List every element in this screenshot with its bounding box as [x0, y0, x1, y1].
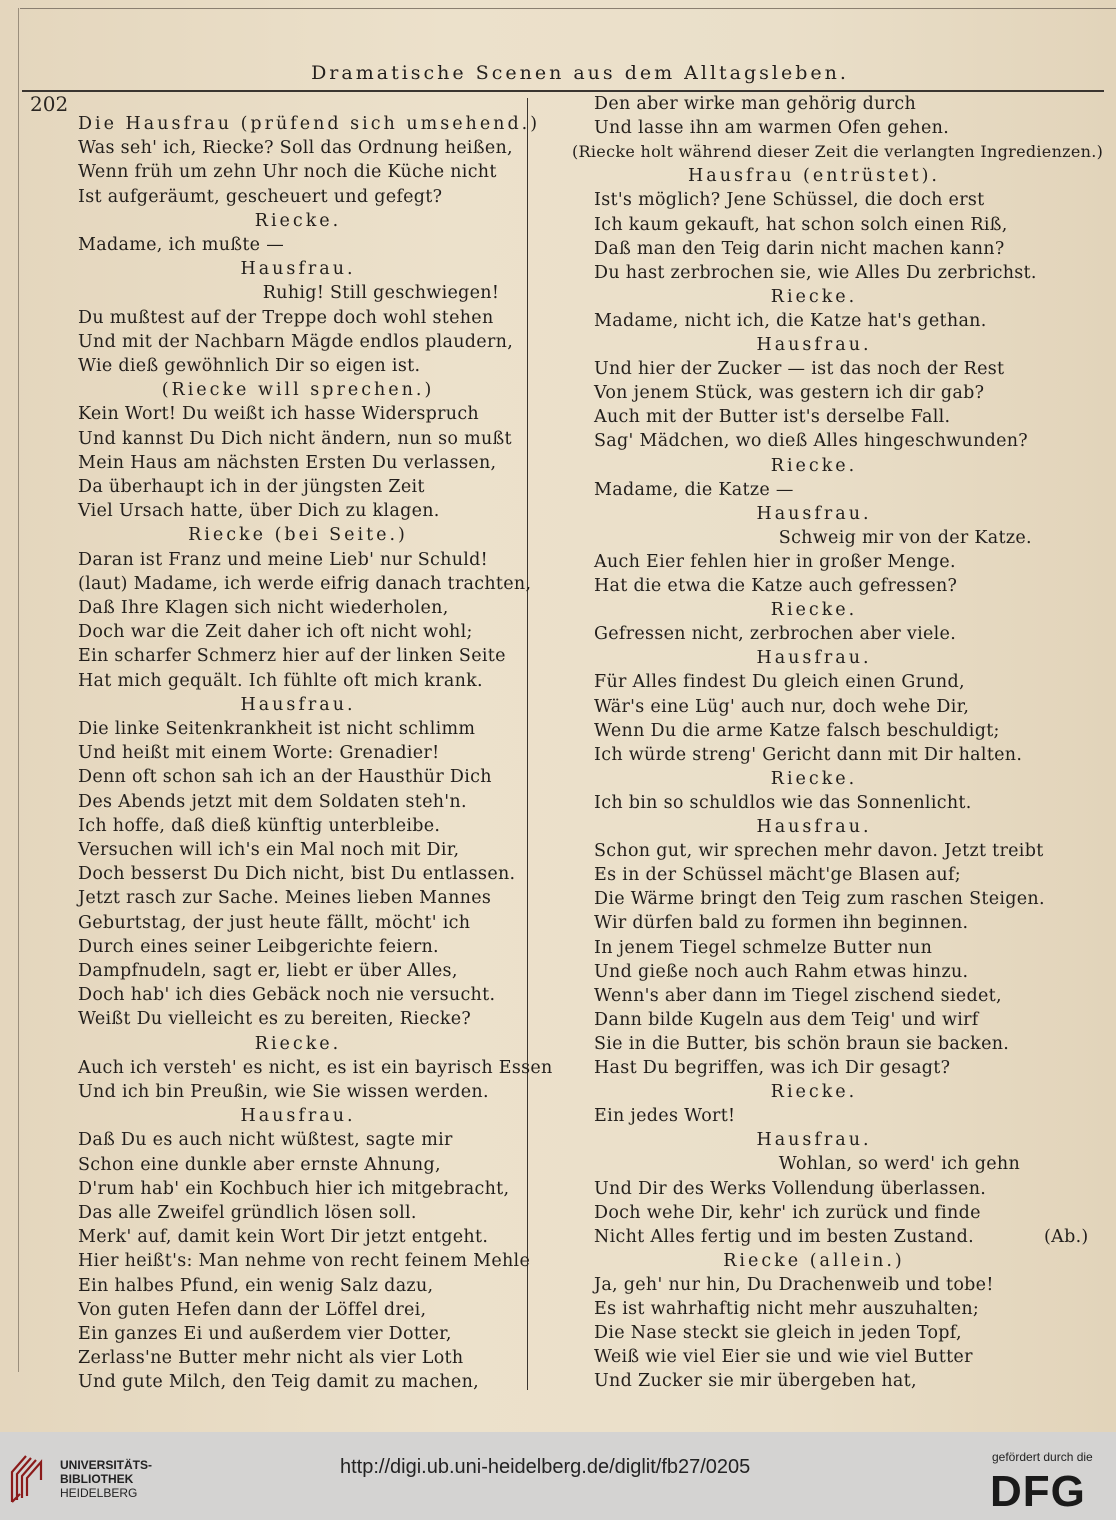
verse-line — [78, 1058, 553, 1078]
line-text: Für Alles findest Du gleich einen Grund, — [594, 672, 965, 693]
speaker-label — [78, 1034, 518, 1054]
line-text: Wenn Du die arme Katze falsch beschuldigt; — [594, 720, 1000, 741]
speaker-label — [78, 114, 541, 134]
line-text: In jenem Tiegel schmelze Butter nun — [594, 937, 933, 958]
verse-line — [594, 431, 1028, 451]
line-text: Riecke. — [254, 210, 342, 231]
verse-line — [78, 187, 442, 207]
verse-line — [78, 1179, 509, 1199]
line-text: Daß man den Teig darin nicht machen kann? — [594, 238, 1005, 259]
verse-line — [594, 1010, 979, 1030]
speaker-label — [594, 1082, 1034, 1102]
speaker-label — [594, 456, 1034, 476]
line-text: Ein ganzes Ei und außerdem vier Dotter, — [78, 1324, 452, 1344]
line-text: Riecke. — [770, 768, 858, 789]
verse-line — [78, 356, 420, 376]
verse-line — [594, 1371, 917, 1391]
running-title: Dramatische Scenen aus dem Alltagsleben. — [311, 62, 849, 84]
line-text: Und hier der Zucker — ist das noch der Rest — [594, 359, 1005, 380]
page-edge-line — [18, 8, 19, 1372]
verse-line — [78, 961, 458, 981]
speaker-label — [594, 769, 1034, 789]
line-text: Hausfrau. — [756, 817, 872, 837]
line-text: Und ich bin Preußin, wie Sie wissen werden. — [78, 1082, 489, 1102]
verse-line — [78, 937, 439, 957]
line-text: Hausfrau. — [240, 1106, 356, 1127]
verse-line — [594, 913, 968, 933]
line-text: Und kannst Du Dich nicht ändern, nun so mußt — [78, 428, 512, 449]
line-text: Riecke. — [770, 1082, 858, 1103]
verse-line — [594, 407, 950, 427]
line-text: Hausfrau. — [756, 503, 872, 524]
verse-line — [78, 501, 440, 521]
verse-line — [594, 239, 1005, 259]
verse-line — [78, 767, 492, 787]
line-text: Hast Du begriffen, was ich Dir gesagt? — [594, 1058, 951, 1078]
line-text: Es ist wahrhaftig nicht mehr auszuhalten; — [594, 1299, 980, 1319]
speaker-label — [594, 504, 1034, 524]
verse-line — [263, 283, 499, 303]
line-text: Den aber wirke man gehörig durch — [594, 94, 917, 114]
verse-line — [594, 1106, 735, 1126]
line-text: D'rum hab' ein Kochbuch hier ich mitgebracht, — [78, 1178, 510, 1199]
verse-line — [594, 190, 984, 210]
verse-line — [594, 311, 987, 331]
verse-line — [594, 938, 932, 958]
line-text: Hier heißt's: Man nehme von recht feinem Mehle — [78, 1251, 531, 1272]
speaker-label — [78, 1106, 518, 1126]
page-edge-line — [20, 8, 1116, 9]
line-text: Gefressen nicht, zerbrochen aber viele. — [594, 624, 957, 645]
verse-line — [78, 1372, 479, 1392]
verse-line — [594, 1347, 973, 1367]
speaker-label — [594, 166, 1034, 186]
line-text: Das alle Zweifel gründlich lösen soll. — [78, 1203, 417, 1223]
line-text: Und gieße noch auch Rahm etwas hinzu. — [594, 961, 969, 982]
line-text: Wohlan, so werd' ich gehn — [778, 1154, 1021, 1175]
speaker-label — [594, 335, 1034, 355]
speaker-label — [594, 1251, 1034, 1271]
verse-line — [78, 1276, 433, 1296]
speaker-label — [594, 287, 1034, 307]
verse-line — [594, 1058, 950, 1078]
verse-line — [78, 792, 467, 812]
line-text: Riecke (bei Seite.) — [188, 525, 408, 546]
line-text: Des Abends jetzt mit dem Soldaten steh'n. — [78, 791, 467, 812]
verse-line — [594, 94, 916, 114]
verse-line — [594, 383, 984, 403]
page-number: 202 — [30, 92, 69, 116]
verse-line — [78, 1203, 417, 1223]
line-text: Versuchen will ich's ein Mal noch mit Dir, — [78, 840, 460, 860]
line-text: Doch wehe Dir, kehr' ich zurück und finde — [594, 1202, 981, 1223]
line-text: Ja, geh' nur hin, Du Drachenweib und tobe! — [594, 1274, 994, 1295]
verse-line — [78, 1300, 426, 1320]
verse-line — [594, 1323, 962, 1343]
line-text: Riecke (allein.) — [723, 1250, 905, 1271]
line-text: Ein scharfer Schmerz hier auf der linken Seite — [78, 646, 506, 667]
verse-line — [78, 671, 483, 691]
speaker-label — [594, 1130, 1034, 1150]
stage-direction — [572, 142, 1103, 161]
verse-line — [78, 985, 495, 1005]
verse-line — [78, 332, 513, 352]
line-text: Und Dir des Werks Vollendung überlassen. — [594, 1178, 987, 1199]
verse-line — [78, 743, 439, 763]
line-text: Riecke. — [770, 286, 858, 307]
verse-line — [78, 1082, 489, 1102]
line-text: Von guten Hefen dann der Löffel drei, — [78, 1299, 427, 1320]
verse-line — [779, 1154, 1020, 1174]
line-text: Die linke Seitenkrankheit ist nicht schlimm — [78, 719, 476, 739]
verse-line — [78, 864, 515, 884]
verse-line — [78, 1155, 441, 1175]
line-text: Madame, nicht ich, die Katze hat's gethan. — [594, 310, 987, 331]
verse-line — [78, 308, 494, 328]
verse-line — [594, 480, 794, 500]
verse-line — [594, 1034, 1009, 1054]
line-text: Und heißt mit einem Worte: Grenadier! — [78, 743, 440, 764]
line-text: Madame, die Katze — — [594, 479, 794, 500]
verse-line — [78, 598, 449, 618]
verse-line — [594, 1179, 986, 1199]
line-text: Wie dieß gewöhnlich Dir so eigen ist. — [78, 356, 421, 376]
verse-line — [594, 745, 1022, 765]
line-text: Nicht Alles fertig und im besten Zustand. — [594, 1226, 974, 1247]
line-text: Wär's eine Lüg' auch nur, doch wehe Dir, — [594, 696, 970, 717]
line-text: Du hast zerbrochen sie, wie Alles Du zerbrichst. — [594, 262, 1037, 283]
verse-line — [78, 477, 425, 497]
verse-line — [78, 1130, 453, 1150]
verse-line — [78, 840, 459, 860]
line-text: Sie in die Butter, bis schön braun sie backen. — [594, 1033, 1010, 1054]
verse-line — [594, 215, 1008, 235]
verse-line — [78, 574, 531, 594]
verse-line — [78, 719, 475, 739]
line-text: Daran ist Franz und meine Lieb' nur Schuld! — [78, 549, 488, 570]
verse-line — [78, 622, 473, 642]
line-text: Sag' Mädchen, wo dieß Alles hingeschwunden? — [594, 431, 1028, 452]
stage-exit: (Ab.) — [1044, 1226, 1089, 1247]
line-text: Auch Eier fehlen hier in großer Menge. — [594, 551, 956, 572]
line-text: Schon eine dunkle aber ernste Ahnung, — [78, 1154, 441, 1175]
verse-line — [78, 453, 496, 473]
line-text: Doch war die Zeit daher ich oft nicht wohl; — [78, 622, 473, 643]
line-text: Hausfrau. — [756, 1130, 872, 1151]
line-text: Auch mit der Butter ist's derselbe Fall. — [594, 407, 951, 428]
line-text: Doch besserst Du Dich nicht, bist Du entlassen. — [78, 864, 516, 885]
line-text: Daß Ihre Klagen sich nicht wiederholen, — [78, 598, 449, 618]
line-text: Merk' auf, damit kein Wort Dir jetzt entgeht. — [78, 1227, 489, 1248]
verse-line — [78, 235, 284, 255]
line-text: Geburtstag, der just heute fällt, möcht' ich — [78, 912, 471, 933]
library-name-line: HEIDELBERG — [60, 1486, 138, 1500]
line-text: Und mit der Nachbarn Mägde endlos plaudern, — [78, 331, 514, 352]
line-text: Die Nase steckt sie gleich in jeden Topf, — [594, 1323, 962, 1344]
speaker-label — [78, 211, 518, 231]
line-text: Riecke. — [254, 1033, 342, 1054]
line-text: Und gute Milch, den Teig damit zu machen, — [78, 1372, 480, 1393]
line-text: Ein jedes Wort! — [594, 1106, 736, 1127]
line-text: Ich bin so schuldlos wie das Sonnenlicht. — [594, 792, 972, 813]
line-text: (Riecke will sprechen.) — [161, 380, 435, 401]
line-text: Denn oft schon sah ich an der Hausthür Dich — [78, 767, 492, 788]
verse-line — [594, 889, 1045, 909]
line-text: Mein Haus am nächsten Ersten Du verlassen, — [78, 452, 497, 473]
header-rule — [22, 90, 1104, 92]
line-text: Hausfrau. — [756, 335, 872, 355]
verse-line — [779, 528, 1032, 548]
line-text: Durch eines seiner Leibgerichte feiern. — [78, 936, 439, 957]
verse-line — [78, 1251, 530, 1271]
speaker-label — [594, 648, 1034, 668]
speaker-label — [78, 695, 518, 715]
line-text: Zerlass'ne Butter mehr nicht als vier Loth — [78, 1348, 464, 1369]
verse-line — [594, 841, 1044, 861]
verse-line — [78, 1009, 471, 1029]
line-text: Doch hab' ich dies Gebäck noch nie versucht. — [78, 985, 496, 1006]
line-text: Du mußtest auf der Treppe doch wohl stehen — [78, 307, 494, 328]
line-text: Wenn früh um zehn Uhr noch die Küche nicht — [78, 162, 497, 183]
line-text: Die Hausfrau (prüfend sich umsehend.) — [78, 114, 541, 134]
line-text: Hat die etwa die Katze auch gefressen? — [594, 576, 958, 596]
line-text: Weißt Du vielleicht es zu bereiten, Riecke? — [78, 1009, 472, 1030]
verse-line — [594, 962, 968, 982]
dfg-logo[interactable]: DFG — [990, 1467, 1086, 1516]
funding-caption: gefördert durch die — [992, 1450, 1093, 1464]
line-text: Hausfrau. — [756, 648, 872, 669]
line-text: Ich hoffe, daß dieß künftig unterbleibe. — [78, 815, 441, 836]
line-text: Ein halbes Pfund, ein wenig Salz dazu, — [78, 1275, 434, 1296]
viewer-footer — [0, 1432, 1116, 1520]
line-text: Es in der Schüssel mächt'ge Blasen auf; — [594, 865, 961, 886]
line-text: Die Wärme bringt den Teig zum raschen Steigen. — [594, 889, 1045, 910]
line-text: Daß Du es auch nicht wüßtest, sagte mir — [78, 1130, 453, 1151]
library-name-line: BIBLIOTHEK — [60, 1472, 134, 1486]
verse-line — [594, 986, 1002, 1006]
line-text: Ich würde streng' Gericht dann mit Dir halten. — [594, 744, 1023, 765]
line-text: Ist's möglich? Jene Schüssel, die doch erst — [594, 190, 985, 211]
line-text: Riecke. — [770, 455, 858, 476]
university-library-logo[interactable] — [8, 1450, 48, 1506]
verse-line — [594, 576, 957, 596]
verse-line — [78, 1227, 488, 1247]
verse-line — [594, 793, 972, 813]
verse-line — [78, 138, 513, 158]
line-text: Kein Wort! Du weißt ich hasse Widerspruch — [78, 404, 480, 425]
column-divider — [527, 98, 528, 1390]
line-text: Und lasse ihn am warmen Ofen gehen. — [594, 118, 950, 139]
line-text: Madame, ich mußte — — [78, 235, 285, 255]
line-text: Dann bilde Kugeln aus dem Teig' und wirf — [594, 1009, 979, 1030]
verse-line — [594, 552, 956, 572]
line-text: Riecke. — [770, 600, 858, 621]
verse-line — [594, 672, 965, 692]
verse-line — [78, 646, 506, 666]
speaker-label — [78, 259, 518, 279]
line-text: Wenn's aber dann im Tiegel zischend siedet, — [594, 985, 1002, 1006]
line-text: Jetzt rasch zur Sache. Meines lieben Mannes — [78, 888, 492, 909]
verse-line — [594, 1299, 979, 1319]
speaker-label — [594, 817, 1034, 837]
verse-line — [594, 263, 1037, 283]
line-text: Auch ich versteh' es nicht, es ist ein bayrisch Essen — [78, 1057, 553, 1078]
speaker-label — [78, 380, 518, 400]
line-text: Ich kaum gekauft, hat schon solch einen Riß, — [594, 214, 1008, 235]
speaker-label — [594, 600, 1034, 620]
verse-line — [78, 550, 488, 570]
line-text: Hausfrau. — [240, 259, 356, 280]
verse-line — [594, 118, 949, 138]
library-name — [60, 1458, 152, 1500]
verse-line — [78, 1324, 452, 1344]
line-text: Was seh' ich, Riecke? Soll das Ordnung heißen, — [78, 138, 513, 159]
line-text: Ruhig! Still geschwiegen! — [262, 283, 500, 304]
line-text: Ist aufgeräumt, gescheuert und gefegt? — [78, 186, 443, 207]
library-name-line: UNIVERSITÄTS- — [60, 1458, 153, 1472]
line-text: Und Zucker sie mir übergeben hat, — [594, 1371, 917, 1392]
verse-line — [594, 1203, 981, 1223]
speaker-label — [78, 525, 518, 545]
line-text: Viel Ursach hatte, über Dich zu klagen. — [78, 501, 440, 522]
verse-line — [78, 816, 440, 836]
verse-line — [78, 162, 497, 182]
verse-line — [594, 721, 1000, 741]
line-text: Hausfrau (entrüstet). — [688, 166, 940, 187]
line-text: (laut) Madame, ich werde eifrig danach trachten, — [78, 573, 532, 594]
verse-line — [78, 888, 491, 908]
verse-line — [78, 1348, 463, 1368]
line-text: Hat mich gequält. Ich fühlte oft mich krank. — [78, 670, 483, 691]
line-text: (Riecke holt während dieser Zeit die verlangten Ingredienzen.) — [572, 142, 1104, 162]
line-text: Schon gut, wir sprechen mehr davon. Jetzt treibt — [594, 841, 1044, 862]
line-text: Von jenem Stück, was gestern ich dir gab? — [594, 383, 985, 404]
line-text: Wir dürfen bald zu formen ihn beginnen. — [594, 913, 969, 934]
verse-line — [594, 359, 1004, 379]
verse-line — [594, 697, 969, 717]
line-text: Weiß wie viel Eier sie und wie viel Butter — [594, 1347, 973, 1368]
verse-line — [594, 1226, 1089, 1247]
verse-line — [594, 865, 961, 885]
verse-line — [594, 1275, 994, 1295]
line-text: Hausfrau. — [240, 694, 356, 715]
line-text: Dampfnudeln, sagt er, liebt er über Alles, — [78, 961, 458, 981]
verse-line — [78, 913, 470, 933]
line-text: Da überhaupt ich in der jüngsten Zeit — [78, 477, 425, 497]
verse-line — [78, 429, 512, 449]
line-text: Schweig mir von der Katze. — [778, 527, 1032, 548]
verse-line — [594, 624, 956, 644]
verse-line — [78, 404, 479, 424]
permalink-url[interactable]: http://digi.ub.uni-heidelberg.de/diglit/fb27/0205 — [340, 1456, 751, 1478]
